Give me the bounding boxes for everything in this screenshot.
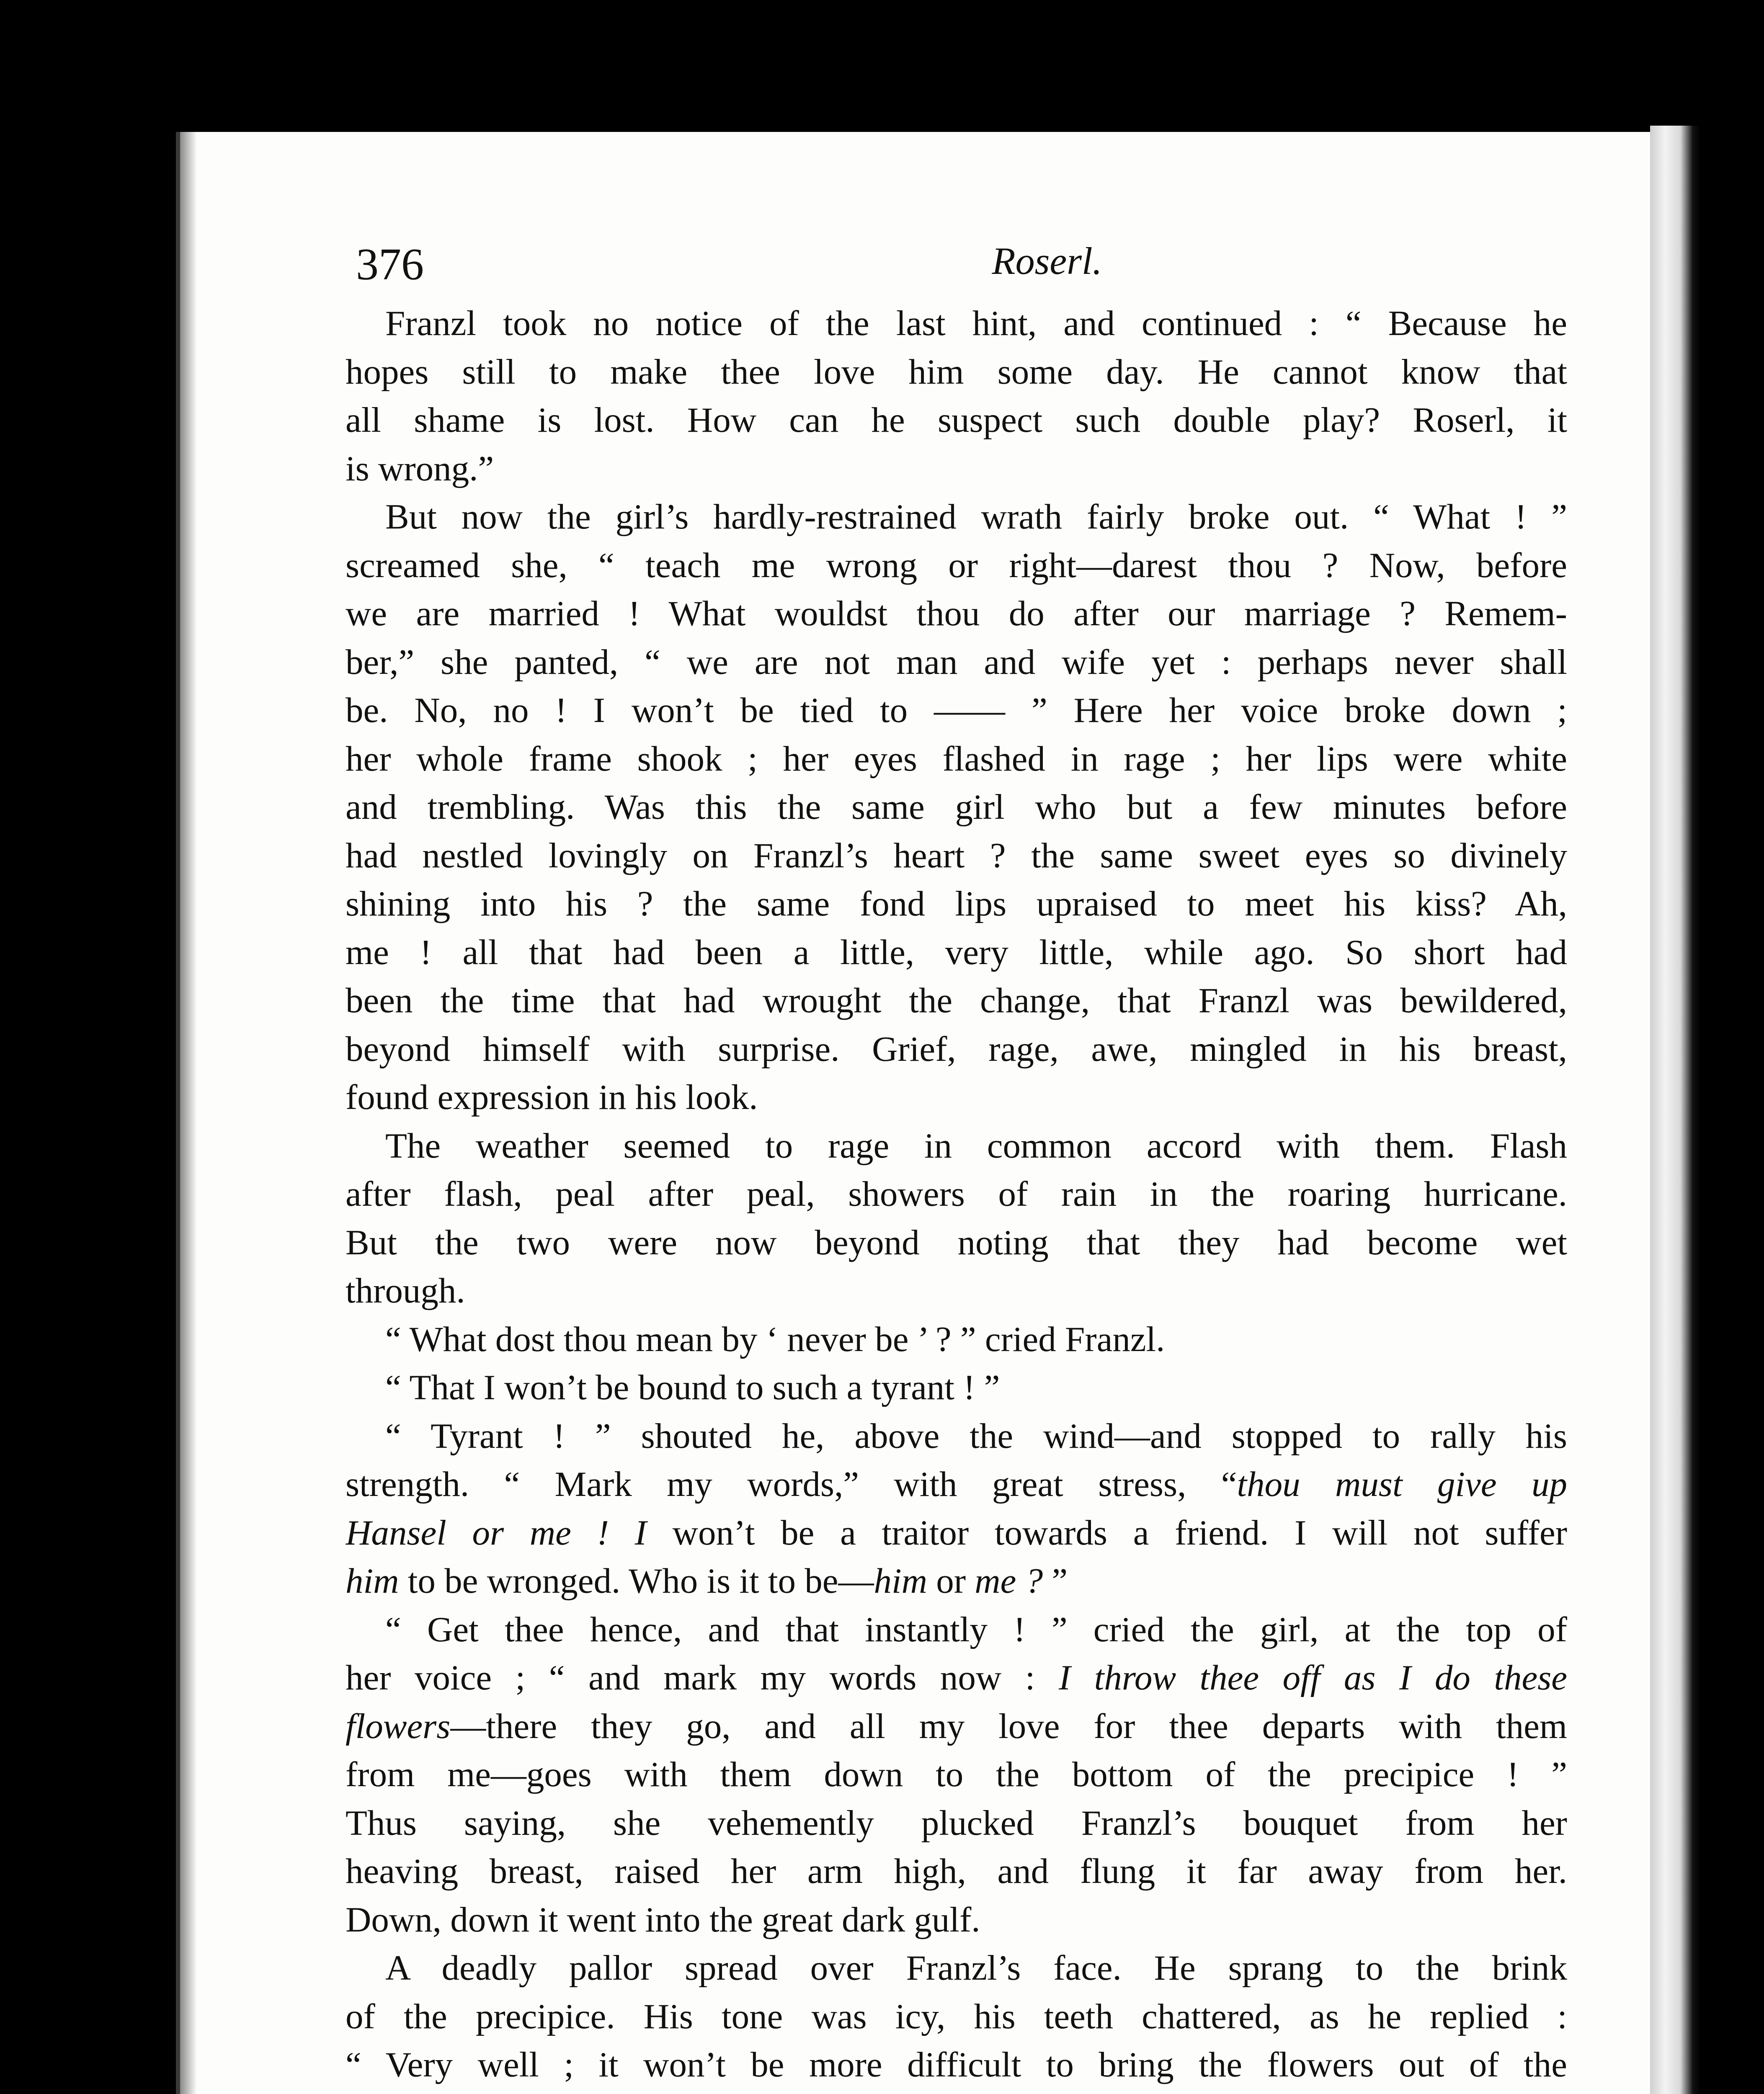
text-line <box>346 1509 1567 1558</box>
text-line: screamed she, “ teach me wrong or right—darest thou ? Now, before <box>346 545 1567 585</box>
book-spine-fold <box>1650 126 1700 2094</box>
text-line: ber,” she panted, “ we are not man and wife yet : perhaps never shall <box>346 642 1567 682</box>
text-line: be. No, no ! I won’t be tied to —— ” Here her voice broke down ; <box>346 691 1567 730</box>
text-line <box>346 2089 1567 2094</box>
text-line: all shame is lost. How can he suspect such double play? Roserl, it <box>346 400 1567 440</box>
text-line: “ Very well ; it won’t be more difficult to bring the flowers out of the <box>346 2045 1567 2084</box>
text-line: and trembling. Was this the same girl who but a few minutes before <box>346 787 1567 827</box>
text-line <box>346 1460 1567 1509</box>
text-line: beyond himself with surprise. Grief, rage, awe, mingled in his breast, <box>346 1029 1567 1069</box>
text-line: me ! all that had been a little, very little, while ago. So short had <box>346 932 1567 972</box>
italic-run: him <box>874 1561 927 1601</box>
text-line: found expression in his look. <box>346 1078 758 1117</box>
text-line: we are married ! What wouldst thou do after our marriage ? Remem- <box>346 594 1567 633</box>
text-line: But now the girl’s hardly-restrained wrath fairly broke out. “ What ! ” <box>385 497 1567 536</box>
text-line <box>346 1557 1567 1606</box>
text-line: of the precipice. His tone was icy, his teeth chattered, as he replied : <box>346 1996 1567 2036</box>
text-line: Franzl took no notice of the last hint, and continued : “ Because he <box>385 304 1567 343</box>
text-line: through. <box>346 1271 465 1310</box>
italic-run: flowers <box>346 1706 451 1746</box>
text-run: or <box>927 1561 975 1601</box>
text-line: “ Get thee hence, and that instantly ! ” cried the girl, at the top of <box>385 1609 1567 1649</box>
text-line: A deadly pallor spread over Franzl’s face. He sprang to the brink <box>385 1948 1567 1988</box>
book-page <box>176 132 1675 2094</box>
text-line: “ What dost thou mean by ‘ never be ’ ? ” cried Franzl. <box>385 1319 1165 1359</box>
text-line: Down, down it went into the great dark gulf. <box>346 1900 980 1939</box>
italic-run: thou must give up <box>1237 1465 1567 1504</box>
text-line: “ Tyrant ! ” shouted he, above the wind—and stopped to rally his <box>385 1416 1567 1456</box>
running-title: Roserl. <box>992 240 1102 282</box>
text-run: to be wronged. Who is it to be— <box>399 1561 874 1601</box>
italic-run: me ? <box>975 1561 1043 1601</box>
text-line: been the time that had wrought the change, that Franzl was bewildered, <box>346 981 1567 1020</box>
text-line: from me—goes with them down to the bottom of the precipice ! ” <box>346 1755 1567 1794</box>
italic-run: Hansel or me ! <box>346 1513 609 1552</box>
text-line: shining into his ? the same fond lips upraised to meet his kiss? Ah, <box>346 884 1567 923</box>
page-gutter-shadow <box>180 132 197 2094</box>
italic-run: I throw thee off as I do these <box>1058 1658 1567 1697</box>
body-text <box>346 299 1567 2094</box>
running-head <box>356 239 1738 302</box>
text-line <box>346 1702 1567 1751</box>
text-run: ” <box>1043 1561 1068 1601</box>
text-line: after flash, peal after peal, showers of rain in the roaring hurricane. <box>346 1174 1567 1214</box>
text-line: her whole frame shook ; her eyes flashed in rage ; her lips were white <box>346 739 1567 779</box>
text-line: The weather seemed to rage in common accord with them. Flash <box>385 1126 1567 1166</box>
page-number: 376 <box>356 240 424 289</box>
italic-run: I <box>634 1513 647 1552</box>
text-run: her voice ; “ and mark my words now : <box>346 1658 1059 1697</box>
text-line: “ That I won’t be bound to such a tyrant ! ” <box>385 1368 1000 1407</box>
text-line: But the two were now beyond noting that they had become wet <box>346 1222 1567 1262</box>
text-line: is wrong.” <box>346 449 494 488</box>
text-line: hopes still to make thee love him some day. He cannot know that <box>346 352 1567 392</box>
text-run: —there they go, and all my love for thee departs with them <box>450 1706 1567 1746</box>
text-line: heaving breast, raised her arm high, and flung it far away from her. <box>346 1852 1567 1891</box>
text-line: Thus saying, she vehemently plucked Franzl’s bouquet from her <box>346 1803 1567 1843</box>
italic-run: him <box>346 1561 399 1601</box>
text-line <box>346 1654 1567 1702</box>
text-run: strength. “ Mark my words,” with great stress, “ <box>346 1465 1237 1504</box>
text-line: had nestled lovingly on Franzl’s heart ? the same sweet eyes so divinely <box>346 836 1567 875</box>
text-run: won’t be a traitor towards a friend. I will not suffer <box>646 1513 1567 1552</box>
